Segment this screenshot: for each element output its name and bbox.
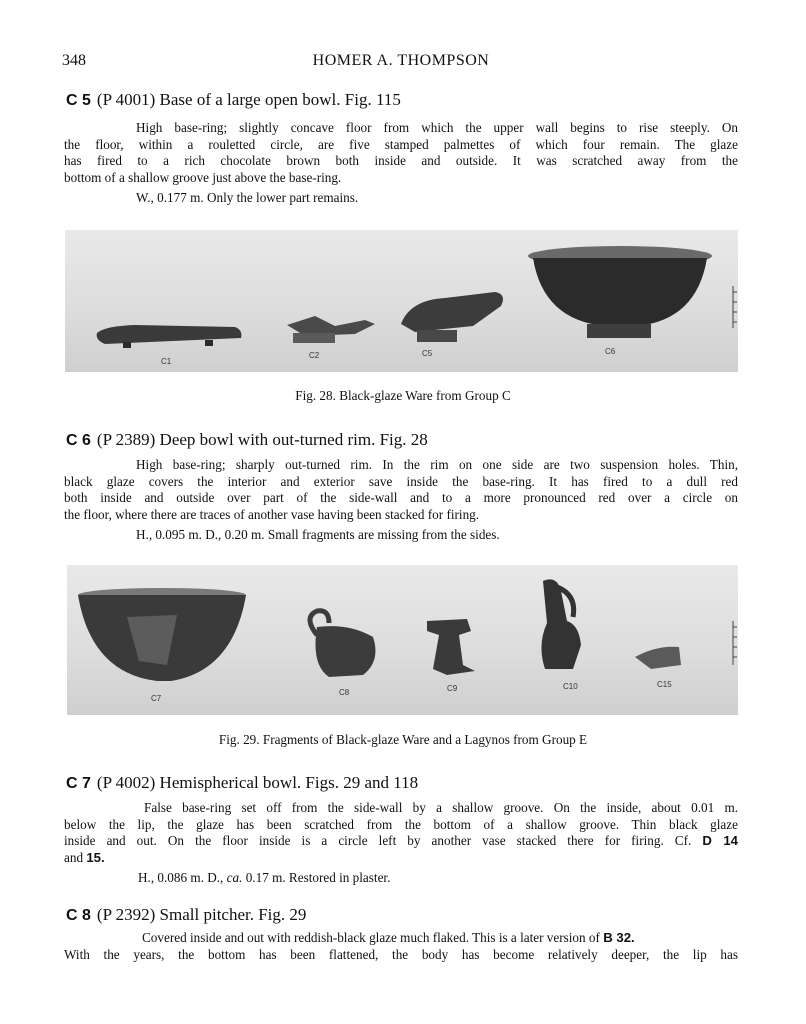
entry-heading-c8 <box>66 905 306 925</box>
text-line: With the years, the bottom has been flattened, the body has become relatively deeper, the lip has <box>64 946 738 962</box>
catalog-number: C 7 <box>66 775 91 792</box>
text-line <box>64 850 738 867</box>
text-line: below the lip, the glaze has been scratched from the bottom of a shallow groove. Thin black glaze <box>64 816 738 832</box>
figure-label-c15: C15 <box>657 680 672 689</box>
entry-heading-c6 <box>66 430 428 450</box>
catalog-number: C 5 <box>66 92 91 109</box>
running-head <box>62 52 740 76</box>
figure-29-caption: Fig. 29. Fragments of Black-glaze Ware and a Lagynos from Group E <box>218 732 588 747</box>
entry-dimensions-c6: H., 0.095 m. D., 0.20 m. Small fragments are missing from the sides. <box>136 527 500 542</box>
text-line: bottom of a shallow groove just above the base-ring. <box>64 169 342 185</box>
text-line: High base-ring; sharply out-turned rim. In the rim on one side are two suspension holes. Thin, <box>136 457 738 472</box>
text-line: black glaze covers the interior and exterior save inside the base-ring. It has fired to a dull red <box>64 473 738 489</box>
text-line <box>64 833 738 850</box>
text-line: both inside and outside over part of the side-wall and to a more pronounced red over a circle on <box>64 490 738 506</box>
figure-label-c9: C9 <box>447 684 458 693</box>
entry-dimensions-c5: W., 0.177 m. Only the lower part remains. <box>136 190 359 205</box>
entry-heading-c5 <box>66 90 401 110</box>
figure-label-c10: C10 <box>563 682 578 691</box>
entry-title: (P 4002) Hemispherical bowl. Figs. 29 and 118 <box>96 773 419 792</box>
text-line: has fired to a rich chocolate brown both inside and outside. It was scratched away from the <box>64 153 738 169</box>
text-line-body: Covered inside and out with reddish-black glaze much flaked. This is a later version of <box>142 930 600 945</box>
catalog-number: C 6 <box>66 432 91 449</box>
entry-description-c8 <box>64 930 738 963</box>
figure-label-c6: C6 <box>605 347 616 356</box>
dimensions-suffix: 0.17 m. Restored in plaster. <box>242 870 391 885</box>
text-line: High base-ring; slightly concave floor from which the upper wall begins to rise steeply. On <box>136 120 738 135</box>
entry-heading-c7 <box>66 773 418 793</box>
text-line: the floor, where there are traces of another vase having been stacked for firing. <box>64 506 480 522</box>
entry-title: (P 2392) Small pitcher. Fig. 29 <box>96 905 307 924</box>
text-line: False base-ring set off from the side-wall by a shallow groove. On the inside, about 0.01 m. <box>144 800 738 815</box>
figure-label-c7: C7 <box>151 694 162 703</box>
page-number: 348 <box>62 52 86 69</box>
text-conjunction: and <box>64 849 84 865</box>
pottery-photo-illustration <box>65 230 738 372</box>
entry-title: (P 4001) Base of a large open bowl. Fig. 115 <box>96 90 401 109</box>
figure-28-caption: Fig. 28. Black-glaze Ware from Group C <box>295 388 511 403</box>
figure-label-c2: C2 <box>309 351 320 360</box>
entry-description-c5 <box>64 120 738 186</box>
figure-29-photo <box>67 565 738 715</box>
figure-label-c5: C5 <box>422 349 433 358</box>
entry-dimensions-c7 <box>138 870 390 886</box>
entry-description-c6 <box>64 457 738 523</box>
entry-description-c7 <box>64 800 739 866</box>
pottery-photo-illustration <box>67 565 738 715</box>
catalog-number: C 8 <box>66 907 91 924</box>
cross-reference: B 32. <box>603 930 635 945</box>
author-name: HOMER A. THOMPSON <box>312 52 490 69</box>
figure-28-photo <box>65 230 738 372</box>
entry-title: (P 2389) Deep bowl with out-turned rim. Fig. 28 <box>96 430 428 449</box>
text-line-body: inside and out. On the floor inside is a circle left by another vase stacked there for firing. Cf. <box>64 833 692 849</box>
text-line: the floor, within a rouletted circle, are five stamped palmettes of which four remain. The glaze <box>64 136 738 152</box>
cross-reference: D 14 <box>702 833 739 849</box>
circa-abbrev: ca. <box>226 870 243 885</box>
text-line <box>110 930 738 947</box>
dimensions-prefix: H., 0.086 m. D., <box>138 870 227 885</box>
figure-label-c8: C8 <box>339 688 350 697</box>
figure-label-c1: C1 <box>161 357 172 366</box>
cross-reference: 15. <box>86 849 105 865</box>
